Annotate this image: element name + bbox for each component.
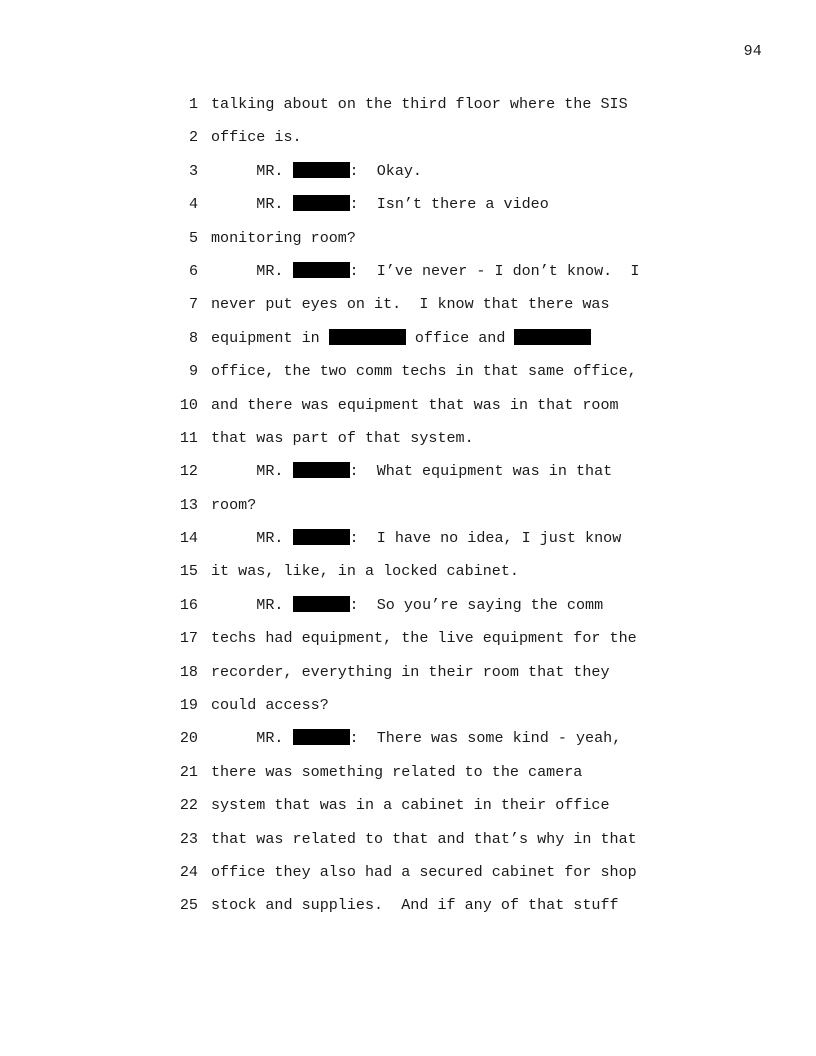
line-text [211,326,591,350]
line-text [211,226,356,250]
line-segment: office they also had a secured cabinet for shop [211,862,637,881]
line-text [211,760,582,784]
line-text [211,393,619,417]
line-text [211,426,474,450]
transcript-line [174,760,774,793]
line-segment: stock and supplies. And if any of that stuff [211,896,619,915]
line-text [211,125,302,149]
line-segment: : Okay. [349,161,422,180]
redacted-speaker-name [293,195,350,211]
line-text [211,660,610,684]
transcript-line [174,526,774,559]
line-text [211,292,610,316]
redacted-office-name [329,329,406,345]
line-segment: : I’ve never - I don’t know. I [349,261,640,280]
line-segment: : What equipment was in that [349,462,613,481]
line-number: 17 [179,629,198,648]
line-segment: MR. [211,462,293,481]
line-segment: that was related to that and that’s why in that [211,829,637,848]
transcript-body [174,92,774,927]
line-text [211,493,256,517]
line-segment: office is. [211,128,302,147]
transcript-line [174,192,774,225]
line-text [211,359,637,383]
line-text [211,860,637,884]
transcript-line [174,793,774,826]
transcript-line [174,493,774,526]
line-segment: MR. [211,261,293,280]
line-number: 10 [179,395,198,414]
line-segment: MR. [211,595,293,614]
line-number: 14 [179,529,198,548]
redacted-speaker-name [293,262,350,278]
page-number: 94 [743,43,762,60]
transcript-line [174,559,774,592]
line-text [211,626,637,650]
line-number: 6 [188,261,198,280]
line-text [211,893,619,917]
line-number: 23 [179,829,198,848]
line-segment: : There was some kind - yeah, [349,729,622,748]
line-number: 3 [188,161,198,180]
line-text [211,793,610,817]
redacted-office-name [514,329,591,345]
transcript-line [174,359,774,392]
line-text [211,192,549,216]
line-text [211,559,519,583]
transcript-line [174,827,774,860]
line-segment: there was something related to the camera [211,762,583,781]
line-segment: MR. [211,529,293,548]
line-text [211,827,637,851]
line-segment: talking about on the third floor where the SIS [211,95,628,113]
transcript-line [174,259,774,292]
transcript-line [174,893,774,926]
line-number: 2 [188,128,198,147]
transcript-line [174,92,774,125]
transcript-line [174,459,774,492]
line-text [211,726,621,750]
line-number: 7 [188,295,198,314]
line-segment: office and [405,328,515,347]
line-segment: system that was in a cabinet in their office [211,796,610,815]
line-segment: could access? [211,696,329,715]
redacted-speaker-name [293,529,350,545]
line-segment: never put eyes on it. I know that there was [211,295,610,314]
line-text [211,159,422,183]
line-segment: equipment in [211,328,329,347]
line-number: 24 [179,862,198,881]
line-number: 13 [179,495,198,514]
transcript-line [174,660,774,693]
line-text [211,92,628,116]
redacted-speaker-name [293,596,350,612]
line-number: 19 [179,696,198,715]
line-text [211,526,621,550]
line-number: 20 [179,729,198,748]
line-number: 25 [179,896,198,915]
line-number: 4 [188,195,198,214]
transcript-line [174,626,774,659]
line-segment: monitoring room? [211,228,356,247]
line-segment: office, the two comm techs in that same office, [211,362,637,381]
line-text [211,693,329,717]
line-segment: room? [211,495,257,514]
transcript-line [174,860,774,893]
line-number: 5 [188,228,198,247]
line-number: 16 [179,595,198,614]
line-number: 11 [179,428,198,447]
line-segment: MR. [211,161,293,180]
transcript-line [174,226,774,259]
line-segment: it was, like, in a locked cabinet. [211,562,519,581]
line-number: 12 [179,462,198,481]
redacted-speaker-name [293,729,350,745]
redacted-speaker-name [293,162,350,178]
line-number: 1 [188,95,198,113]
line-number: 15 [179,562,198,581]
transcript-line [174,426,774,459]
transcript-line [174,125,774,158]
line-segment: : Isn’t there a video [349,195,549,214]
line-number: 22 [179,796,198,815]
transcript-line [174,393,774,426]
line-segment: that was part of that system. [211,428,474,447]
line-segment: techs had equipment, the live equipment for the [211,629,637,648]
line-number: 8 [188,328,198,347]
line-text [211,259,639,283]
line-segment: MR. [211,729,293,748]
transcript-line [174,726,774,759]
line-segment: : I have no idea, I just know [349,529,622,548]
transcript-line [174,693,774,726]
line-segment: : So you’re saying the comm [349,595,604,614]
line-segment: and there was equipment that was in that room [211,395,619,414]
line-text [211,459,612,483]
transcript-line [174,159,774,192]
line-segment: MR. [211,195,293,214]
redacted-speaker-name [293,462,350,478]
transcript-line [174,292,774,325]
line-number: 21 [179,762,198,781]
line-number: 18 [179,662,198,681]
transcript-line [174,593,774,626]
line-number: 9 [188,362,198,381]
line-text [211,593,603,617]
transcript-line [174,326,774,359]
line-segment: recorder, everything in their room that they [211,662,610,681]
